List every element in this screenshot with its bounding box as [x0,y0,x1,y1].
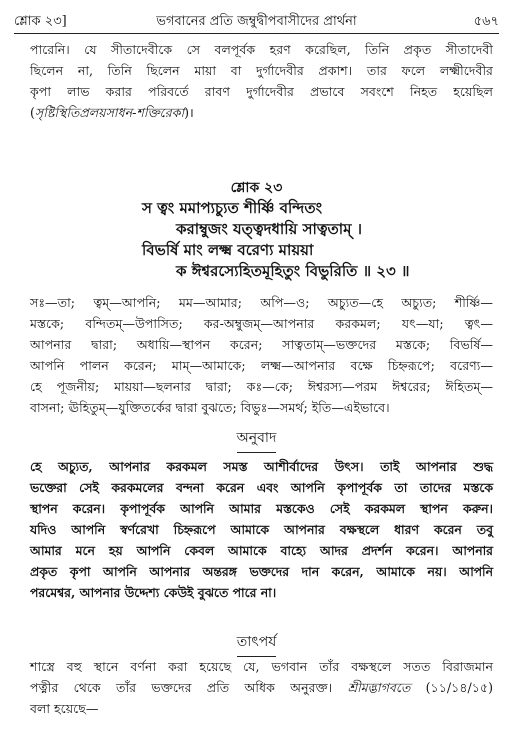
intro-line: পারেনি। যে সীতাদেবীকে সে বলপূর্বক হরণ করেছিল, তিনি প্রকৃত সীতাদেবী [30,42,493,57]
verse-line-4: ক ঈশ্বরস্যেহিতমূহিতুং বিভুরিতি ॥ ২৩ ॥ [176,262,410,280]
intro-citation: সৃষ্টিস্থিতিপ্রলয়সাধন-শক্তিরেকা [34,105,185,120]
intro-line [30,102,493,123]
intro-paragraph [30,39,493,123]
synonyms-line: আপনার দ্বারা; অধায়ি—স্থাপন করেন; সাত্বতাম্—ভক্তদের মস্তকে; বিভর্ষি— [30,337,493,352]
translation-heading [0,426,513,453]
purport-line [30,677,493,698]
intro-line: কৃপা লাভ করার পরিবর্তে রাবণ দুর্গাদেবীর প্রভাবে সবংশে নিহত হয়েছিল [30,84,493,99]
translation-line: হে অচ্যুত, আপনার করকমল সমস্ত আশীর্বাদের উৎস। তাই আপনার শুদ্ধ [30,459,493,474]
verse-title [0,176,513,200]
intro-line: ছিলেন না, তিনি ছিলেন মায়া বা দুর্গাদেবীর প্রকাশ। তার ফলে লক্ষ্মীদেবীর [30,63,493,78]
translation-line: আমার মনে হয় আপনি কেবল আমাকে বাহ্যে আদর প্রদর্শন করেন। আপনার [30,543,493,558]
synonyms-line: মস্তকে; বন্দিতম্—উপাসিত; কর-অম্বুজম্—আপনার করকমল; যৎ—যা; ত্বৎ— [30,316,493,331]
translation-line: স্থাপন করেন। কৃপাপূর্বক আপনি আমার মস্তকেও সেই করকমল স্থাপন করুন। [30,501,493,516]
header-verse-ref: শ্লোক ২৩] [14,14,67,29]
purport-text: পত্নীর থেকে তাঁর ভক্তদের প্রতি অধিক অনুরক্ত। [30,680,333,695]
purport-heading-text: তাৎপর্য [237,630,277,657]
header-chapter-title: ভগবানের প্রতি জম্বুদ্বীপবাসীদের প্রার্থনা [156,14,357,29]
verse-block [0,198,513,282]
verse-line-2: করাম্বুজং যত্ত্বদধায়ি সাত্বতাম্ । [176,220,363,238]
translation-heading-text: অনুবাদ [237,426,277,453]
purport-line: শাস্ত্রে বহু স্থানে বর্ণনা করা হয়েছে যে, ভগবান তাঁর বক্ষস্থলে সতত বিরাজমান [30,659,493,674]
paren-open: ( [30,105,35,120]
header-page-number: ৫৬৭ [473,14,499,29]
running-header [14,12,499,34]
purport-paragraph [30,656,493,719]
purport-reference: (১১/১৪/১৫) [425,680,493,695]
verse-line-1: স ত্বং মমাপ্যচ্যুত শীর্ষ্ণি বন্দিতং [142,199,323,217]
synonyms-paragraph [30,292,493,418]
translation-line: যদিও আপনি স্বর্ণরেখা চিহ্নরূপে আমাকে আপনার বক্ষস্থলে ধারণ করেন তবু [30,522,493,537]
purport-line: বলা হয়েছে— [30,701,99,716]
translation-line: পরমেশ্বর, আপনার উদ্দেশ্য কেউই বুঝতে পারে না। [30,585,277,600]
translation-line: প্রকৃত কৃপা আপনি আপনার অন্তরঙ্গ ভক্তদের দান করেন, আমাকে নয়। আপনি [30,564,493,579]
purport-citation: শ্রীমদ্ভাগবতে [347,680,411,695]
synonyms-line: হে পূজনীয়; মায়য়া—ছলনার দ্বারা; কঃ—কে; ঈশ্বরস্য—পরম ঈশ্বরের; ঈহিতম্— [30,379,493,394]
synonyms-line: আপনি পালন করেন; মাম্—আমাকে; লক্ষ্ম—আপনার বক্ষে চিহ্নরূপে; বরেণ্য— [30,358,493,373]
paren-close: )। [184,105,194,120]
translation-paragraph [30,456,493,603]
header-rule [14,33,499,34]
synonyms-line: সঃ—তা; ত্বম্—আপনি; মম—আমার; অপি—ও; অচ্যুত—হে অচ্যুত; শীর্ষ্ণি— [30,295,493,310]
verse-title-text: শ্লোক ২৩ [230,180,283,196]
translation-line: ভক্তেরা সেই করকমলের বন্দনা করেন এবং আপনি কৃপাপূর্বক তা তাদের মস্তকে [30,480,493,495]
synonyms-line: বাসনা; ঊহিতুম্—যুক্তিতর্কের দ্বারা বুঝতে; বিভুঃ—সমর্থ; ইতি—এইভাবে। [30,400,390,415]
purport-heading [0,630,513,657]
verse-line-3: বিভর্ষি মাং লক্ষ্ম বরেণ্য মায়য়া [142,241,314,259]
